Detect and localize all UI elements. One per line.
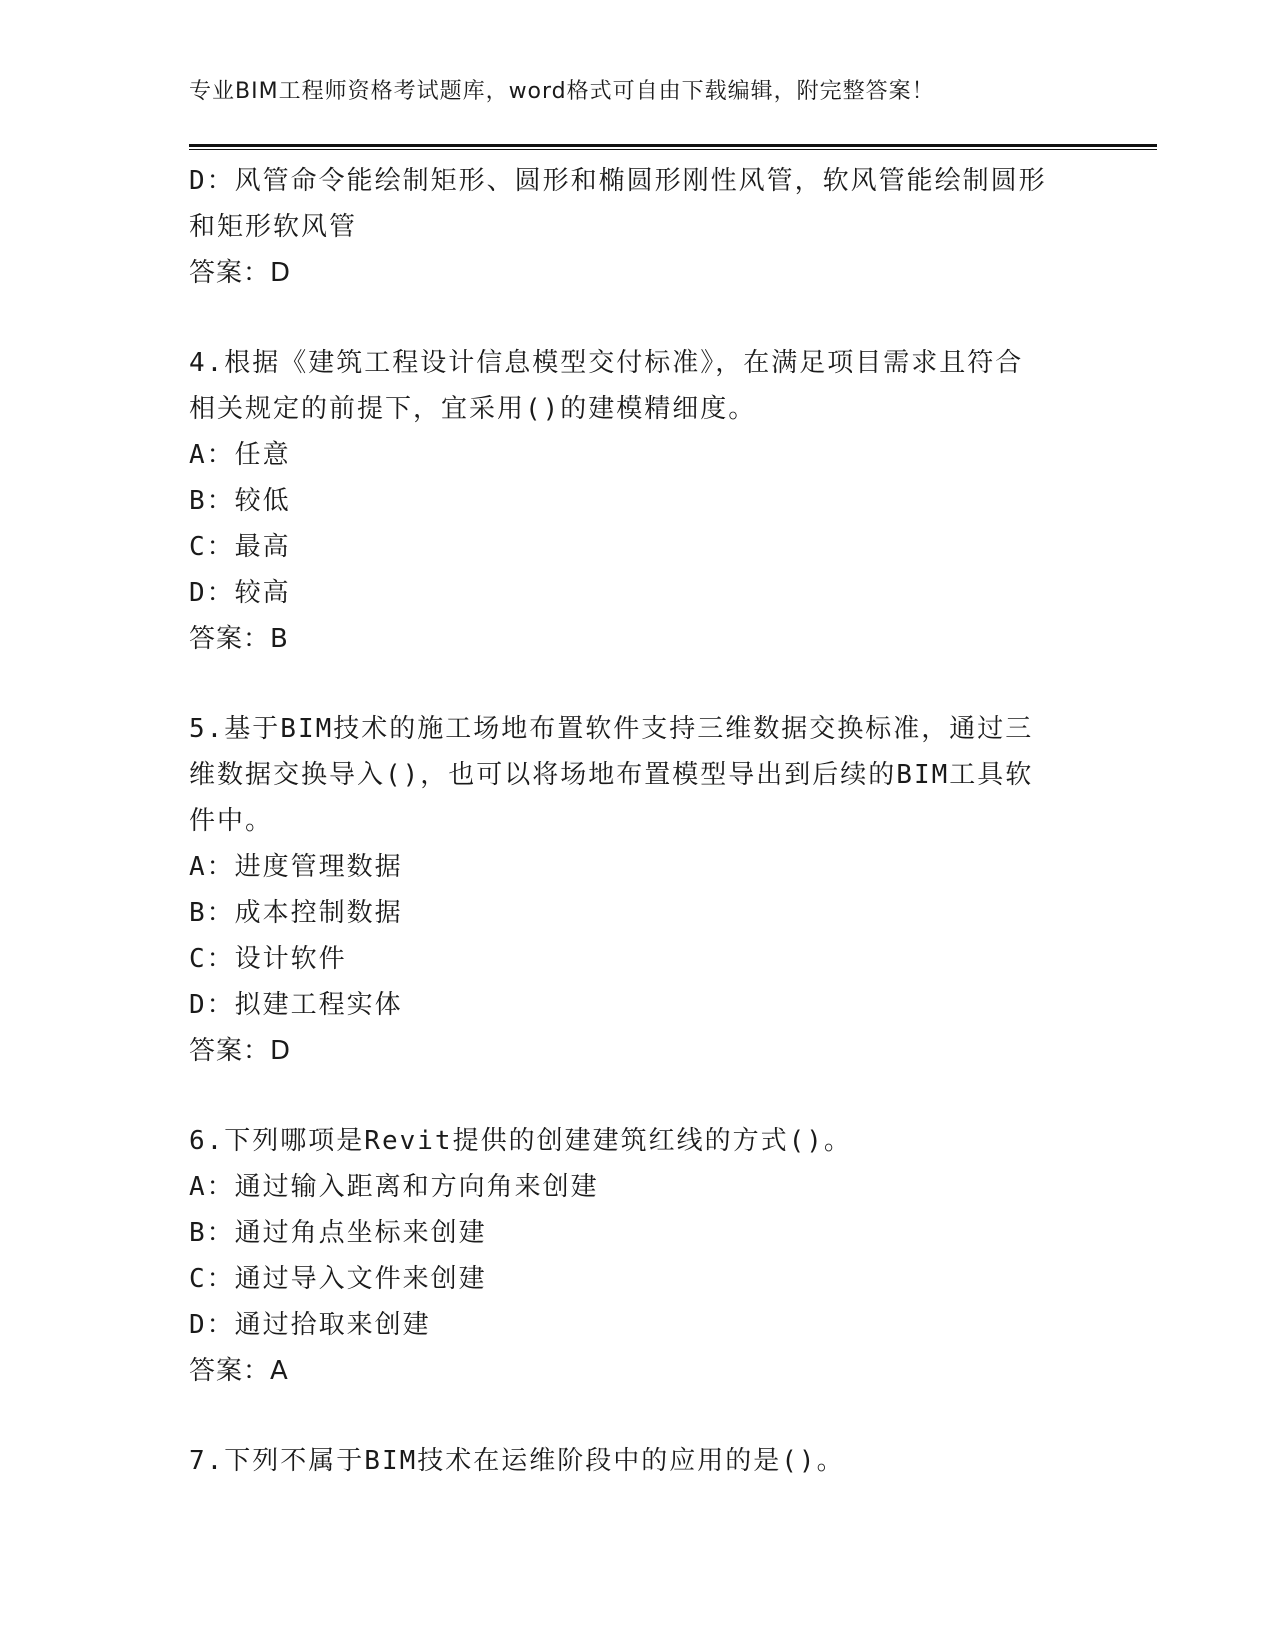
question-stem-line: 6.下列哪项是Revit提供的创建建筑红线的方式()。 bbox=[189, 1126, 852, 1156]
question-5 bbox=[189, 706, 1089, 1074]
page-header: 专业BIM工程师资格考试题库，word格式可自由下载编辑，附完整答案！ bbox=[189, 79, 935, 104]
question-stem-line: 5.基于BIM技术的施工场地布置软件支持三维数据交换标准，通过三 bbox=[189, 714, 1034, 744]
option-b: B：较低 bbox=[189, 486, 291, 516]
option-d-line-1: D：风管命令能绘制矩形、圆形和椭圆形刚性风管，软风管能绘制圆形 bbox=[189, 166, 1047, 196]
option-a: A：通过输入距离和方向角来创建 bbox=[189, 1172, 599, 1202]
option-b: B：通过角点坐标来创建 bbox=[189, 1218, 487, 1248]
question-stem-line: 件中。 bbox=[189, 806, 274, 836]
option-c: C：通过导入文件来创建 bbox=[189, 1264, 487, 1294]
question-3-continuation bbox=[189, 158, 1089, 296]
option-a: A：任意 bbox=[189, 440, 291, 470]
header-divider bbox=[189, 144, 1157, 150]
option-b: B：成本控制数据 bbox=[189, 898, 403, 928]
question-stem-line: 相关规定的前提下，宜采用()的建模精细度。 bbox=[189, 394, 757, 424]
option-d: D：较高 bbox=[189, 578, 291, 608]
option-c: C：设计软件 bbox=[189, 944, 347, 974]
question-7 bbox=[189, 1438, 1089, 1484]
option-d: D：通过拾取来创建 bbox=[189, 1310, 431, 1340]
question-stem-line: 4.根据《建筑工程设计信息模型交付标准》，在满足项目需求且符合 bbox=[189, 348, 1024, 378]
option-d-line-2: 和矩形软风管 bbox=[189, 212, 358, 242]
question-6 bbox=[189, 1118, 1089, 1394]
document-body bbox=[189, 158, 1089, 1484]
answer: 答案：D bbox=[189, 258, 292, 288]
option-d: D：拟建工程实体 bbox=[189, 990, 403, 1020]
question-4 bbox=[189, 340, 1089, 662]
answer: 答案：A bbox=[189, 1356, 289, 1386]
question-stem-line: 7.下列不属于BIM技术在运维阶段中的应用的是()。 bbox=[189, 1446, 845, 1476]
answer: 答案：B bbox=[189, 624, 289, 654]
question-stem-line: 维数据交换导入()，也可以将场地布置模型导出到后续的BIM工具软 bbox=[189, 760, 1034, 790]
option-c: C：最高 bbox=[189, 532, 291, 562]
answer: 答案：D bbox=[189, 1036, 292, 1066]
option-a: A：进度管理数据 bbox=[189, 852, 403, 882]
